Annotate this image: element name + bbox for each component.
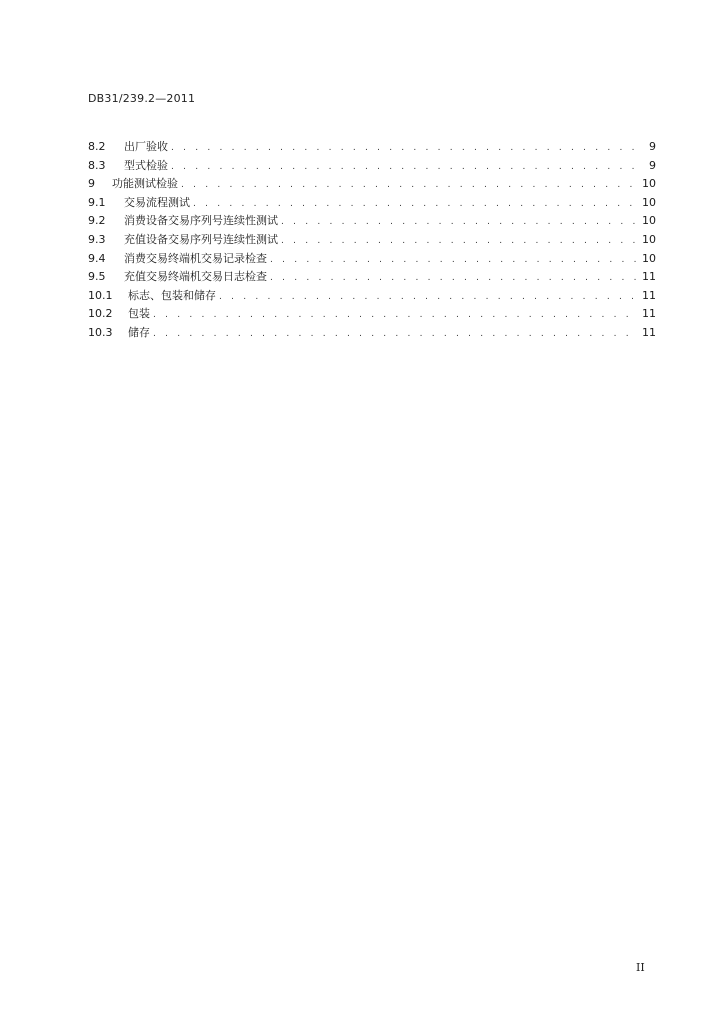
toc-leader-dots xyxy=(270,251,636,270)
toc-entry xyxy=(88,287,656,306)
standard-code: DB31/239.2—2011 xyxy=(88,92,196,105)
toc-entry xyxy=(88,194,656,213)
table-of-contents xyxy=(88,138,656,343)
toc-entry-title: 出厂验收 xyxy=(124,140,168,153)
toc-entry-page: 10 xyxy=(642,232,656,246)
toc-entry xyxy=(88,138,656,157)
toc-entry-page: 11 xyxy=(642,307,656,321)
toc-entry-page: 11 xyxy=(642,325,656,339)
toc-entry xyxy=(88,250,656,269)
toc-entry-number: 9.3 xyxy=(88,232,106,246)
toc-entry-page: 10 xyxy=(642,251,656,265)
toc-entry-title: 消费交易终端机交易记录检查 xyxy=(124,251,267,265)
toc-entry-number: 9.2 xyxy=(88,214,106,228)
toc-entry xyxy=(88,305,656,324)
toc-entry-page: 9 xyxy=(649,140,656,153)
toc-entry-page: 11 xyxy=(642,288,656,302)
toc-leader-dots xyxy=(171,158,636,177)
toc-entry-number: 9 xyxy=(88,177,95,191)
toc-leader-dots xyxy=(153,306,636,325)
toc-entry-title: 充值设备交易序列号连续性测试 xyxy=(124,232,278,246)
toc-entry-number: 8.2 xyxy=(88,140,106,153)
toc-entry xyxy=(88,268,656,287)
toc-entry-title: 包装 xyxy=(128,307,150,321)
toc-leader-dots xyxy=(219,288,636,307)
toc-leader-dots xyxy=(171,139,636,158)
toc-entry xyxy=(88,157,656,176)
toc-entry-page: 10 xyxy=(642,214,656,228)
toc-entry-page: 10 xyxy=(642,195,656,209)
toc-entry-title: 功能测试检验 xyxy=(112,177,178,191)
toc-entry-number: 10.2 xyxy=(88,307,113,321)
toc-leader-dots xyxy=(281,232,636,251)
toc-entry xyxy=(88,212,656,231)
toc-entry-title: 标志、包装和储存 xyxy=(128,288,216,302)
toc-entry-number: 9.5 xyxy=(88,270,106,284)
toc-entry-title: 交易流程测试 xyxy=(124,195,190,209)
toc-entry-number: 10.1 xyxy=(88,288,113,302)
toc-leader-dots xyxy=(281,213,636,232)
toc-entry-page: 10 xyxy=(642,177,656,191)
toc-leader-dots xyxy=(270,269,636,288)
toc-entry-number: 8.3 xyxy=(88,158,106,172)
toc-entry-title: 储存 xyxy=(128,325,150,339)
toc-entry-number: 10.3 xyxy=(88,325,113,339)
toc-leader-dots xyxy=(193,195,636,214)
toc-entry-number: 9.1 xyxy=(88,195,106,209)
toc-entry-title: 充值交易终端机交易日志检查 xyxy=(124,270,267,284)
toc-entry-page: 11 xyxy=(642,270,656,284)
toc-leader-dots xyxy=(181,176,636,195)
toc-leader-dots xyxy=(153,325,636,344)
toc-entry-number: 9.4 xyxy=(88,251,106,265)
page-number: II xyxy=(636,961,645,974)
toc-entry xyxy=(88,175,656,194)
toc-entry-title: 型式检验 xyxy=(124,158,168,172)
toc-entry-page: 9 xyxy=(649,158,656,172)
toc-entry xyxy=(88,231,656,250)
toc-entry xyxy=(88,324,656,343)
toc-entry-title: 消费设备交易序列号连续性测试 xyxy=(124,214,278,228)
